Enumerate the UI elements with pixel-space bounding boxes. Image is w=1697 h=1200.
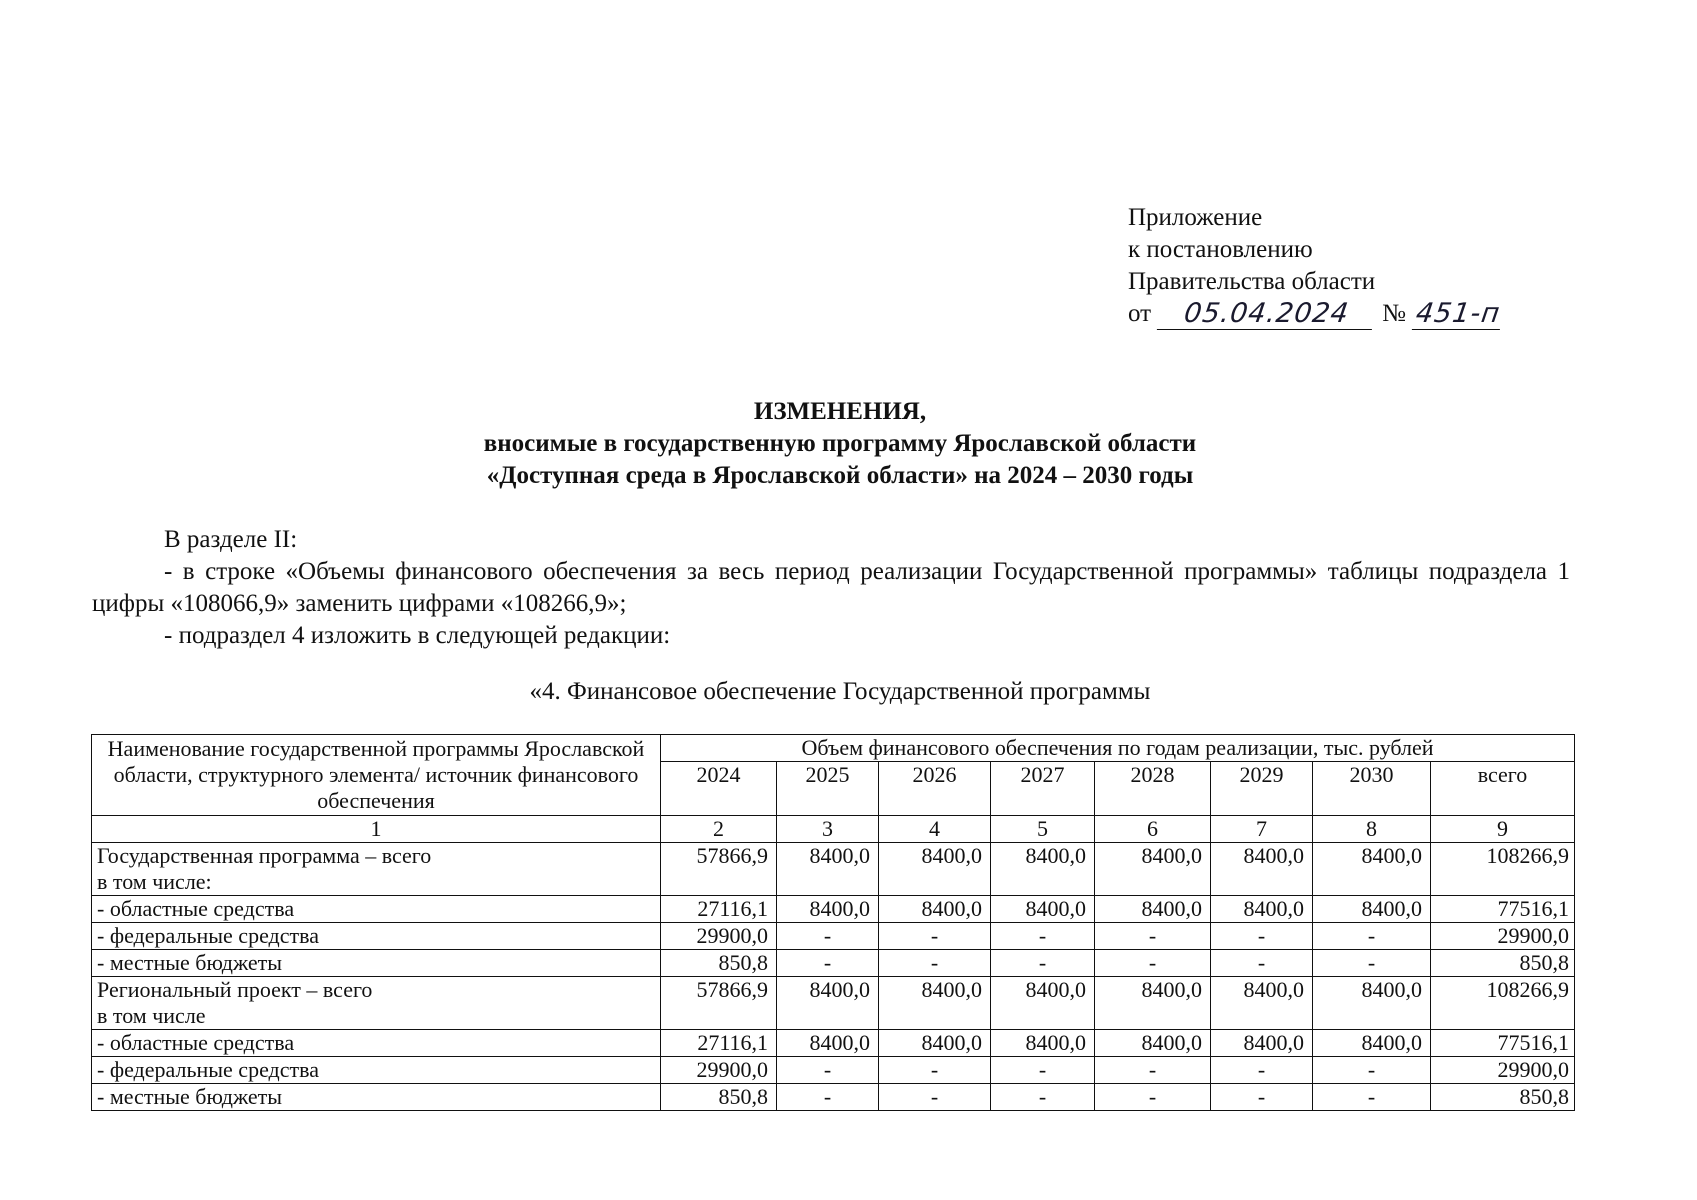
value-cell: -: [1095, 1084, 1211, 1111]
column-number: 9: [1431, 816, 1575, 843]
row-name-cell: [92, 1057, 661, 1084]
table-row: [92, 1057, 1575, 1084]
row-name-cell: [92, 1084, 661, 1111]
value-cell: -: [991, 1057, 1095, 1084]
year-header-2025: 2025: [777, 762, 879, 816]
paragraph-2: - в строке «Объемы финансового обеспечения за весь период реализации Государственной программы» таблицы подраздела 1 цифры «108066,9» заменить цифрами «108266,9»;: [92, 558, 1570, 617]
value-cell: 27116,1: [661, 1030, 777, 1057]
value-cell: -: [777, 1057, 879, 1084]
paragraph-1: В разделе II:: [164, 526, 298, 553]
column-number-row: [92, 816, 1575, 843]
appendix-signature-line: [1128, 298, 1502, 330]
number-label: №: [1382, 300, 1406, 327]
row-name: Государственная программа – всего: [97, 843, 432, 868]
value-cell: 8400,0: [1313, 896, 1431, 923]
value-cell: -: [1095, 1057, 1211, 1084]
value-cell: 29900,0: [1431, 923, 1575, 950]
value-cell: 8400,0: [1313, 1030, 1431, 1057]
value-cell: 77516,1: [1431, 1030, 1575, 1057]
row-name: - федеральные средства: [97, 923, 319, 948]
value-cell: -: [1095, 950, 1211, 977]
value-cell: 108266,9: [1431, 843, 1575, 896]
appendix-line-2: к постановлению: [1128, 236, 1313, 263]
value-cell: 29900,0: [1431, 1057, 1575, 1084]
row-name-cell: [92, 843, 661, 896]
value-cell: 8400,0: [1313, 843, 1431, 896]
value-cell: 27116,1: [661, 896, 777, 923]
table-row: [92, 1030, 1575, 1057]
value-cell: 850,8: [661, 950, 777, 977]
value-cell: 29900,0: [661, 923, 777, 950]
header-volume-cell: Объем финансового обеспечения по годам реализации, тыс. рублей: [661, 735, 1575, 762]
value-cell: -: [1095, 923, 1211, 950]
table-row: [92, 977, 1575, 1030]
appendix-line-3: Правительства области: [1128, 268, 1376, 295]
value-cell: 8400,0: [991, 896, 1095, 923]
value-cell: 8400,0: [1211, 843, 1313, 896]
value-cell: -: [1313, 923, 1431, 950]
value-cell: 8400,0: [1095, 896, 1211, 923]
row-name: - местные бюджеты: [97, 1084, 283, 1109]
row-name: - областные средства: [97, 1030, 295, 1055]
year-header-total: всего: [1431, 762, 1575, 816]
year-header-2029: 2029: [1211, 762, 1313, 816]
table-header-row: [92, 735, 1575, 762]
value-cell: -: [777, 1084, 879, 1111]
row-name-cell: [92, 1030, 661, 1057]
value-cell: 8400,0: [879, 843, 991, 896]
value-cell: 8400,0: [1095, 843, 1211, 896]
column-number: 5: [991, 816, 1095, 843]
heading-line-2: вносимые в государственную программу Ярославской области: [483, 430, 1197, 457]
value-cell: -: [991, 923, 1095, 950]
year-header-2028: 2028: [1095, 762, 1211, 816]
value-cell: 850,8: [661, 1084, 777, 1111]
appendix-block: [1128, 202, 1502, 330]
value-cell: 8400,0: [1211, 896, 1313, 923]
value-cell: -: [1313, 1057, 1431, 1084]
handwritten-date: 05.04.2024: [1157, 299, 1376, 330]
column-number: 7: [1211, 816, 1313, 843]
table-row: [92, 1084, 1575, 1111]
body-text: [92, 524, 1570, 652]
value-cell: -: [1211, 950, 1313, 977]
value-cell: -: [777, 950, 879, 977]
table-row: [92, 923, 1575, 950]
value-cell: -: [1211, 923, 1313, 950]
year-header-2030: 2030: [1313, 762, 1431, 816]
year-header-2026: 2026: [879, 762, 991, 816]
column-number: 8: [1313, 816, 1431, 843]
financing-table: [91, 734, 1575, 1111]
column-number: 4: [879, 816, 991, 843]
value-cell: 57866,9: [661, 977, 777, 1030]
value-cell: 8400,0: [1095, 977, 1211, 1030]
value-cell: 850,8: [1431, 1084, 1575, 1111]
value-cell: 8400,0: [879, 977, 991, 1030]
value-cell: 8400,0: [777, 1030, 879, 1057]
value-cell: 8400,0: [879, 896, 991, 923]
value-cell: -: [879, 1057, 991, 1084]
value-cell: -: [1313, 950, 1431, 977]
heading-line-3: «Доступная среда в Ярославской области» на 2024 – 2030 годы: [486, 462, 1194, 489]
row-name-cell: [92, 950, 661, 977]
row-name-cell: [92, 923, 661, 950]
value-cell: -: [991, 1084, 1095, 1111]
value-cell: 8400,0: [1211, 1030, 1313, 1057]
value-cell: -: [1211, 1084, 1313, 1111]
table-body: [92, 735, 1575, 1111]
column-number: 2: [661, 816, 777, 843]
document-heading: [90, 396, 1590, 492]
year-header-2027: 2027: [991, 762, 1095, 816]
value-cell: 8400,0: [1313, 977, 1431, 1030]
value-cell: -: [991, 950, 1095, 977]
row-name-sub: в том числе:: [97, 869, 212, 894]
handwritten-number: 451-п: [1412, 299, 1504, 330]
value-cell: 8400,0: [1211, 977, 1313, 1030]
row-name-cell: [92, 896, 661, 923]
paragraph-3: - подраздел 4 изложить в следующей редакции:: [164, 622, 671, 649]
value-cell: 8400,0: [777, 843, 879, 896]
value-cell: -: [1313, 1084, 1431, 1111]
value-cell: 8400,0: [991, 843, 1095, 896]
value-cell: 108266,9: [1431, 977, 1575, 1030]
heading-title: ИЗМЕНЕНИЯ,: [753, 398, 927, 425]
row-name: Региональный проект – всего: [97, 977, 373, 1002]
value-cell: 77516,1: [1431, 896, 1575, 923]
value-cell: 8400,0: [777, 977, 879, 1030]
table-row: [92, 843, 1575, 896]
row-name-sub: в том числе: [97, 1003, 206, 1028]
value-cell: 8400,0: [1095, 1030, 1211, 1057]
section-subtitle: «4. Финансовое обеспечение Государственной программы: [529, 678, 1151, 705]
header-name-cell: Наименование государственной программы Ярославской области, структурного элемента/ источник финансового обеспечения: [92, 735, 661, 816]
value-cell: -: [879, 923, 991, 950]
value-cell: -: [879, 1084, 991, 1111]
year-header-2024: 2024: [661, 762, 777, 816]
row-name: - областные средства: [97, 896, 295, 921]
row-name-cell: [92, 977, 661, 1030]
row-name: - федеральные средства: [97, 1057, 319, 1082]
value-cell: 8400,0: [991, 977, 1095, 1030]
table-row: [92, 950, 1575, 977]
value-cell: 8400,0: [777, 896, 879, 923]
column-number: 3: [777, 816, 879, 843]
value-cell: -: [879, 950, 991, 977]
column-number: 6: [1095, 816, 1211, 843]
value-cell: 850,8: [1431, 950, 1575, 977]
from-label: от: [1128, 300, 1152, 327]
value-cell: 29900,0: [661, 1057, 777, 1084]
value-cell: 8400,0: [991, 1030, 1095, 1057]
row-name: - местные бюджеты: [97, 950, 283, 975]
table-row: [92, 896, 1575, 923]
value-cell: -: [777, 923, 879, 950]
value-cell: 8400,0: [879, 1030, 991, 1057]
column-number: 1: [92, 816, 661, 843]
value-cell: -: [1211, 1057, 1313, 1084]
value-cell: 57866,9: [661, 843, 777, 896]
appendix-line-1: Приложение: [1128, 204, 1263, 231]
